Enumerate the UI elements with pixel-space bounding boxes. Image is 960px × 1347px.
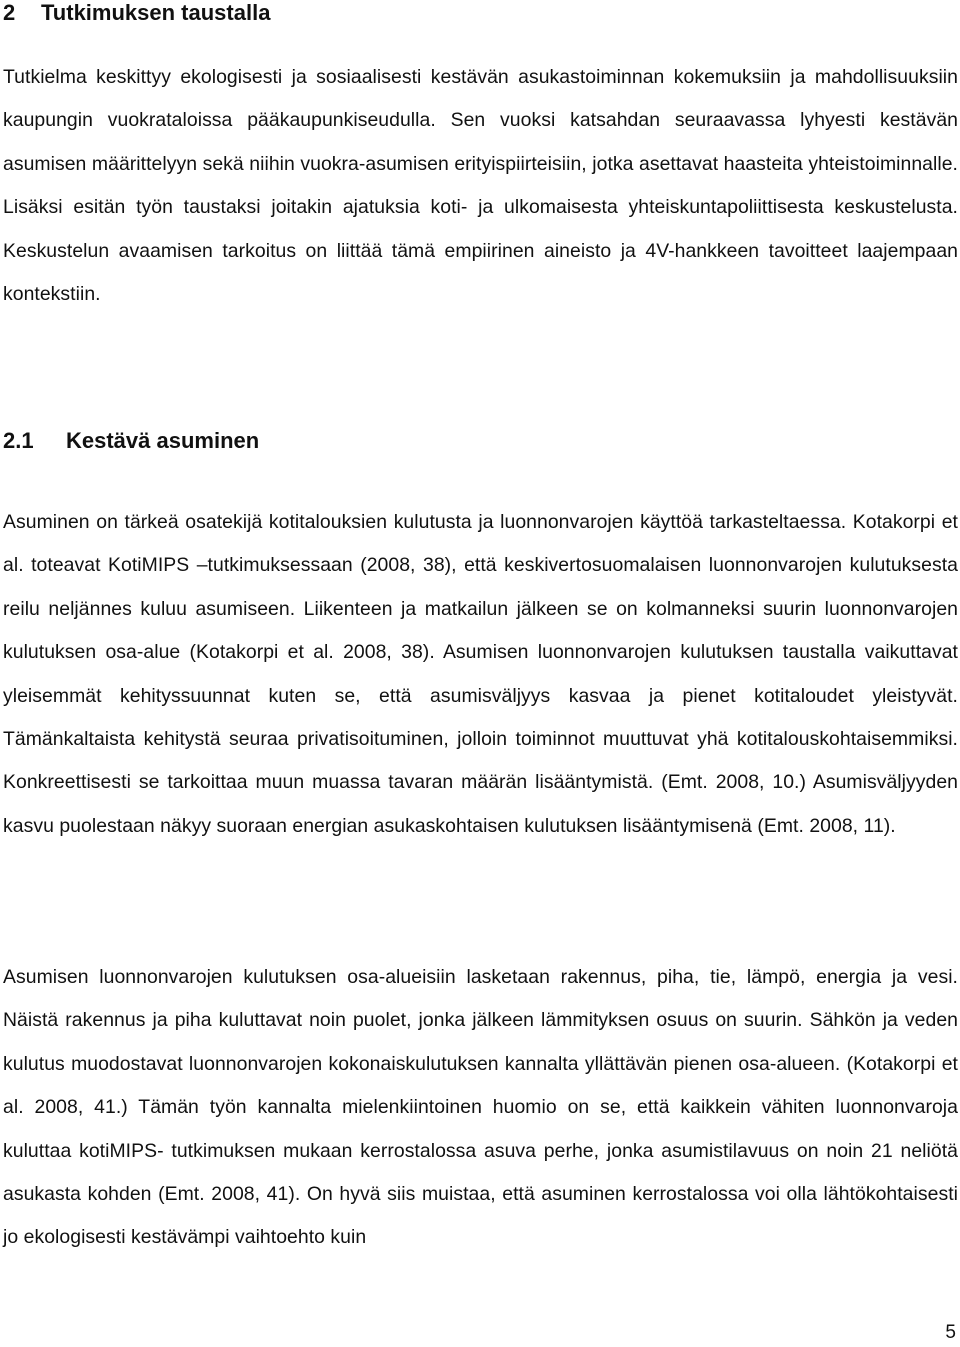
intro-paragraph: Tutkielma keskittyy ekologisesti ja sosiaalisesti kestävän asukastoiminnan kokemuksiin ja mahdollisuuksiin kaupungin vuokrataloissa pääkaupunkiseudulla. Sen vuoksi katsahdan seuraavassa lyhyesti kestävän asumisen määrittelyyn sekä niihin vuokra-asumisen erityispiirteisiin, jotka asettavat haasteita yhteistoiminnalle. Lisäksi esitän työn taustaksi joitakin ajatuksia koti- ja ulkomaisesta yhteiskuntapoliittisesta keskustelusta. Keskustelun avaamisen tarkoitus on liittää tämä empiirinen aineisto ja 4V-hankkeen tavoitteet laajempaan kontekstiin.	[3, 66, 958, 306]
page-number: 5	[945, 1322, 956, 1343]
body-paragraph-1: Asuminen on tärkeä osatekijä kotitalouksien kulutusta ja luonnonvarojen käyttöä tarkasteltaessa. Kotakorpi et al. toteavat KotiMIPS –tutkimuksessaan (2008, 38), että keskivertosuomalaisen luonnonvarojen kulutuksesta reilu neljännes kuluu asumiseen. Liikenteen ja matkailun jälkeen se on kolmanneksi suurin luonnonvarojen kulutuksen osa-alue (Kotakorpi et al. 2008, 38). Asumisen luonnonvarojen kulutuksen taustalla vaikuttavat yleisemmät kehityssuunnat kuten se, että asumisväljyys kasvaa ja pienet kotitaloudet yleistyvät. Tämänkaltaista kehitystä seuraa privatisoituminen, jolloin toiminnot muuttuvat yhä kotitalouskohtaisemmiksi. Konkreettisesti se tarkoittaa muun muassa tavaran määrän lisääntymistä. (Emt. 2008, 10.) Asumisväljyyden kasvu puolestaan näkyy suoraan energian asukaskohtaisen kulutuksen lisääntymisenä (Emt. 2008, 11).	[3, 511, 958, 837]
body-paragraph-2: Asumisen luonnonvarojen kulutuksen osa-alueisiin lasketaan rakennus, piha, tie, lämpö, energia ja vesi. Näistä rakennus ja piha kuluttavat noin puolet, jonka jälkeen lämmityksen osuus on suurin. Sähkön ja veden kulutus muodostavat luonnonvarojen kokonaiskulutuksen kannalta yllättävän pienen osa-alueen. (Kotakorpi et al. 2008, 41.) Tämän työn kannalta mielenkiintoinen huomio on se, että kaikkein vähiten luonnonvaroja kuluttaa kotiMIPS- tutkimuksen mukaan kerrostalossa asuva perhe, jonka asumistilavuus on noin 21 neliötä asukasta kohden (Emt. 2008, 41). On hyvä siis muistaa, että asuminen kerrostalossa voi olla lähtökohtaisesti jo ekologisesti kestävämpi vaihtoehto kuin	[3, 966, 958, 1249]
section-title: Tutkimuksen taustalla	[41, 0, 271, 25]
subsection-number: 2.1	[3, 428, 34, 453]
section-heading	[3, 0, 270, 26]
subsection-heading	[3, 428, 259, 454]
section-number: 2	[3, 0, 16, 25]
subsection-title: Kestävä asuminen	[66, 428, 260, 453]
